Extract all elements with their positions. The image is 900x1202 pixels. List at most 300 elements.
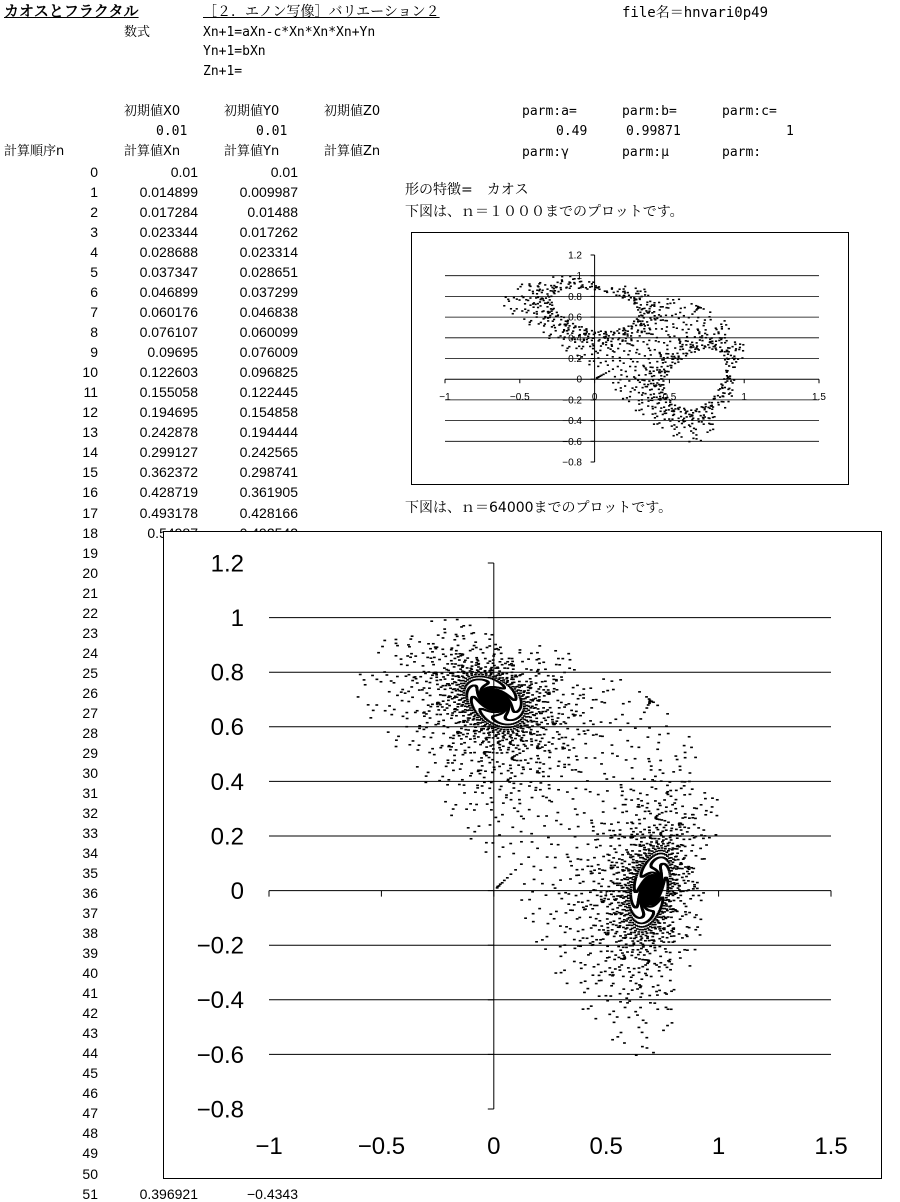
data-point: [527, 658, 530, 660]
data-point: [563, 329, 565, 331]
data-point: [691, 788, 694, 790]
data-point: [414, 655, 417, 657]
data-point: [655, 384, 657, 386]
data-point: [383, 671, 386, 673]
data-point: [684, 813, 687, 815]
data-point: [692, 438, 694, 440]
data-point: [585, 333, 587, 335]
data-point: [646, 1047, 649, 1049]
data-point: [684, 409, 686, 411]
data-point: [427, 671, 430, 673]
data-point: [678, 432, 680, 434]
data-point: [541, 292, 543, 294]
data-point: [673, 335, 675, 337]
data-point: [635, 293, 637, 295]
data-point: [442, 720, 445, 722]
data-point: [459, 721, 462, 723]
data-point: [538, 662, 541, 664]
data-point: [735, 361, 737, 363]
data-point: [486, 751, 489, 753]
data-point: [653, 305, 655, 307]
data-point: [624, 1007, 627, 1009]
data-point: [606, 690, 609, 692]
data-point: [566, 728, 569, 730]
data-point: [643, 954, 646, 956]
data-point: [638, 984, 641, 986]
data-point: [474, 641, 477, 643]
data-point: [739, 343, 741, 345]
data-point: [592, 974, 595, 976]
data-point: [506, 667, 509, 669]
data-point: [678, 951, 681, 953]
data-point: [596, 833, 599, 835]
data-point: [506, 877, 509, 879]
data-point: [656, 1008, 659, 1010]
data-point: [611, 744, 614, 746]
data-point: [538, 323, 540, 325]
data-point: [625, 371, 627, 373]
data-point: [691, 817, 694, 819]
data-point: [418, 689, 421, 691]
data-point: [606, 918, 609, 920]
data-point: [535, 787, 538, 789]
data-point: [533, 312, 535, 314]
data-point: [580, 968, 583, 970]
data-point: [606, 923, 609, 925]
param-c-label: parm:c=: [722, 105, 777, 118]
data-point: [444, 619, 447, 621]
data-point: [691, 835, 694, 837]
row-y-value: 0.01488: [216, 205, 298, 219]
data-point: [480, 757, 483, 759]
col-n-header: 計算順序n: [4, 145, 64, 158]
data-point: [545, 686, 548, 688]
data-point: [416, 710, 419, 712]
data-point: [647, 405, 649, 407]
data-point: [425, 713, 428, 715]
data-point: [607, 932, 610, 934]
data-point: [543, 331, 545, 333]
data-point: [617, 838, 620, 840]
data-point: [612, 830, 615, 832]
data-point: [548, 757, 551, 759]
data-point: [528, 283, 530, 285]
data-point: [602, 691, 605, 693]
data-point: [653, 393, 655, 395]
data-point: [548, 741, 551, 743]
row-x-value: 0.242878: [116, 425, 198, 439]
data-point: [691, 881, 694, 883]
small-scatter-plot: [412, 233, 848, 484]
data-point: [605, 344, 607, 346]
data-point: [686, 831, 689, 833]
data-point: [673, 414, 675, 416]
data-point: [645, 1022, 648, 1024]
data-point: [695, 429, 697, 431]
note-64000: 下図は、ｎ＝64000までのプロットです。: [405, 501, 672, 515]
data-point: [610, 331, 612, 333]
data-point: [369, 717, 372, 719]
data-point: [502, 846, 505, 848]
data-point: [648, 358, 650, 360]
data-point: [676, 434, 678, 436]
data-point: [698, 421, 700, 423]
data-point: [684, 855, 687, 857]
data-point: [535, 682, 538, 684]
data-point: [461, 779, 464, 781]
data-point: [423, 715, 426, 717]
data-point: [642, 1019, 645, 1021]
data-point: [529, 781, 532, 783]
data-point: [635, 386, 637, 388]
data-point: [560, 335, 562, 337]
data-point: [625, 811, 628, 813]
data-point: [592, 724, 595, 726]
row-index: 39: [58, 946, 98, 960]
data-point: [592, 337, 594, 339]
data-point: [520, 783, 523, 785]
data-point: [693, 824, 696, 826]
data-point: [621, 714, 624, 716]
data-point: [473, 738, 476, 740]
data-point: [558, 893, 561, 895]
data-point: [683, 826, 686, 828]
data-point: [646, 736, 649, 738]
data-point: [700, 307, 702, 309]
data-point: [593, 857, 596, 859]
data-point: [404, 692, 407, 694]
data-point: [526, 748, 529, 750]
data-point: [544, 668, 547, 670]
data-point: [629, 980, 632, 982]
data-point: [659, 353, 661, 355]
data-point: [499, 749, 502, 751]
data-point: [637, 798, 640, 800]
data-point: [703, 792, 706, 794]
data-point: [589, 891, 592, 893]
data-point: [599, 334, 601, 336]
data-point: [427, 704, 430, 706]
data-point: [543, 734, 546, 736]
data-point: [653, 825, 656, 827]
data-point: [473, 831, 476, 833]
data-point: [423, 736, 426, 738]
data-point: [604, 932, 607, 934]
data-point: [685, 413, 687, 415]
data-point: [582, 697, 585, 699]
data-point: [686, 890, 689, 892]
data-point: [669, 303, 671, 305]
data-point: [422, 652, 425, 654]
data-point: [598, 872, 601, 874]
data-point: [527, 300, 529, 302]
data-point: [712, 346, 714, 348]
data-point: [666, 345, 668, 347]
data-point: [561, 345, 563, 347]
data-point: [397, 736, 400, 738]
data-point: [387, 731, 390, 733]
data-point: [481, 792, 484, 794]
row-index: 4: [58, 245, 98, 259]
data-point: [545, 297, 547, 299]
data-point: [549, 311, 551, 313]
data-point: [644, 393, 646, 395]
data-point: [597, 352, 599, 354]
data-point: [680, 844, 683, 846]
data-point: [502, 802, 505, 804]
data-point: [443, 725, 446, 727]
data-point: [720, 383, 722, 385]
data-point: [604, 290, 606, 292]
data-point: [405, 726, 408, 728]
data-point: [660, 306, 662, 308]
data-point: [546, 306, 548, 308]
y-tick-label: 1.2: [568, 251, 582, 262]
data-point: [670, 828, 673, 830]
data-point: [622, 955, 625, 957]
data-point: [706, 334, 708, 336]
data-point: [609, 974, 612, 976]
data-point: [485, 851, 488, 853]
data-point: [654, 417, 656, 419]
data-point: [614, 834, 617, 836]
row-x-value: 0.023344: [116, 225, 198, 239]
data-point: [678, 355, 680, 357]
data-point: [473, 809, 476, 811]
row-x-value: 0.014899: [116, 185, 198, 199]
data-point: [656, 382, 658, 384]
data-point: [476, 787, 479, 789]
data-point: [471, 648, 474, 650]
data-point: [696, 345, 698, 347]
data-point: [594, 925, 597, 927]
data-point: [610, 985, 613, 987]
data-point: [597, 964, 600, 966]
data-point: [528, 809, 531, 811]
data-point: [731, 395, 733, 397]
data-point: [600, 362, 602, 364]
data-point: [568, 667, 571, 669]
data-point: [658, 946, 661, 948]
data-point: [525, 299, 527, 301]
data-point: [405, 712, 408, 714]
data-point: [683, 322, 685, 324]
data-point: [627, 722, 630, 724]
data-point: [659, 760, 662, 762]
data-point: [668, 418, 670, 420]
data-point: [541, 883, 544, 885]
data-point: [726, 371, 728, 373]
data-point: [646, 794, 649, 796]
data-point: [695, 914, 698, 916]
data-point: [441, 673, 444, 675]
data-point: [694, 336, 696, 338]
data-point: [553, 288, 555, 290]
data-point: [409, 656, 412, 658]
data-point: [611, 288, 613, 290]
data-point: [601, 869, 604, 871]
data-point: [632, 831, 635, 833]
data-point: [578, 917, 581, 919]
data-point: [671, 315, 673, 317]
data-point: [563, 721, 566, 723]
formula-line-1: Xn+1=aXn-c*Xn*Xn*Xn+Yn: [203, 26, 375, 39]
data-point: [565, 926, 568, 928]
y-tick-label: −0.8: [562, 458, 582, 469]
data-point: [702, 892, 705, 894]
data-point: [650, 354, 652, 356]
data-point: [555, 330, 557, 332]
data-point: [557, 282, 559, 284]
data-point: [667, 794, 670, 796]
data-point: [674, 363, 676, 365]
data-point: [690, 850, 693, 852]
data-point: [516, 760, 519, 762]
data-point: [686, 936, 689, 938]
data-point: [655, 323, 657, 325]
data-point: [711, 340, 713, 342]
data-point: [522, 766, 525, 768]
data-point: [423, 687, 426, 689]
data-point: [550, 290, 552, 292]
data-point: [656, 423, 658, 425]
data-point: [504, 663, 507, 665]
row-index: 40: [58, 966, 98, 980]
data-point: [639, 1007, 642, 1009]
data-point: [670, 1008, 673, 1010]
data-point: [679, 900, 682, 902]
data-point: [594, 332, 596, 334]
data-point: [396, 645, 399, 647]
data-point: [561, 276, 563, 278]
data-point: [488, 645, 491, 647]
data-point: [600, 345, 602, 347]
data-point: [621, 795, 624, 797]
data-point: [708, 402, 710, 404]
data-point: [610, 823, 613, 825]
data-point: [427, 772, 430, 774]
row-y-value: 0.194444: [216, 425, 298, 439]
data-point: [701, 335, 703, 337]
data-point: [592, 281, 594, 283]
data-point: [424, 673, 427, 675]
data-point: [647, 384, 649, 386]
data-point: [599, 845, 602, 847]
data-point: [698, 331, 700, 333]
data-point: [638, 403, 640, 405]
data-point: [600, 822, 603, 824]
data-point: [463, 792, 466, 794]
data-point: [617, 872, 620, 874]
data-point: [416, 731, 419, 733]
data-point: [637, 309, 639, 311]
data-point: [662, 414, 664, 416]
data-point: [739, 347, 741, 349]
data-point: [597, 883, 600, 885]
data-point: [528, 785, 531, 787]
col-z-header: 計算値Zn: [324, 145, 380, 158]
data-point: [726, 375, 728, 377]
data-point: [475, 647, 478, 649]
data-point: [469, 650, 472, 652]
data-point: [632, 323, 634, 325]
data-point: [669, 336, 671, 338]
data-point: [681, 937, 684, 939]
data-point: [685, 324, 687, 326]
data-point: [489, 824, 492, 826]
data-point: [538, 283, 540, 285]
data-point: [529, 678, 532, 680]
data-point: [513, 807, 516, 809]
data-point: [537, 286, 539, 288]
data-point: [585, 328, 587, 330]
data-point: [546, 288, 548, 290]
data-point: [684, 911, 687, 913]
data-point: [549, 707, 552, 709]
data-point: [457, 645, 460, 647]
data-point: [678, 318, 680, 320]
y-tick-label: 0.2: [568, 354, 582, 365]
data-point: [639, 299, 641, 301]
data-point: [742, 350, 744, 352]
data-point: [688, 873, 691, 875]
data-point: [686, 353, 688, 355]
data-point: [619, 949, 622, 951]
data-point: [672, 409, 674, 411]
data-point: [567, 717, 570, 719]
row-y-value: 0.037299: [216, 285, 298, 299]
data-point: [646, 963, 649, 965]
data-point: [447, 779, 450, 781]
data-point: [551, 743, 554, 745]
data-point: [651, 397, 653, 399]
data-point: [685, 340, 687, 342]
row-index: 18: [58, 526, 98, 540]
data-point: [501, 664, 504, 666]
data-point: [660, 780, 663, 782]
data-point: [529, 297, 531, 299]
data-point: [614, 968, 617, 970]
data-point: [719, 346, 721, 348]
data-point: [589, 953, 592, 955]
data-point: [639, 831, 642, 833]
data-point: [458, 735, 461, 737]
data-point: [491, 802, 494, 804]
data-point: [681, 423, 683, 425]
data-point: [508, 300, 510, 302]
data-point: [485, 755, 488, 757]
data-point: [538, 768, 541, 770]
data-point: [573, 715, 576, 717]
small-chart: [411, 232, 849, 485]
data-point: [542, 701, 545, 703]
data-point: [648, 810, 651, 812]
data-point: [436, 684, 439, 686]
data-point: [451, 712, 454, 714]
data-point: [546, 709, 549, 711]
data-point: [442, 700, 445, 702]
data-point: [414, 676, 417, 678]
data-point: [441, 706, 444, 708]
data-point: [520, 831, 523, 833]
data-point: [679, 349, 681, 351]
data-point: [567, 329, 569, 331]
data-point: [594, 287, 596, 289]
data-point: [593, 881, 596, 883]
data-point: [644, 355, 646, 357]
data-point: [679, 407, 681, 409]
data-point: [511, 826, 514, 828]
